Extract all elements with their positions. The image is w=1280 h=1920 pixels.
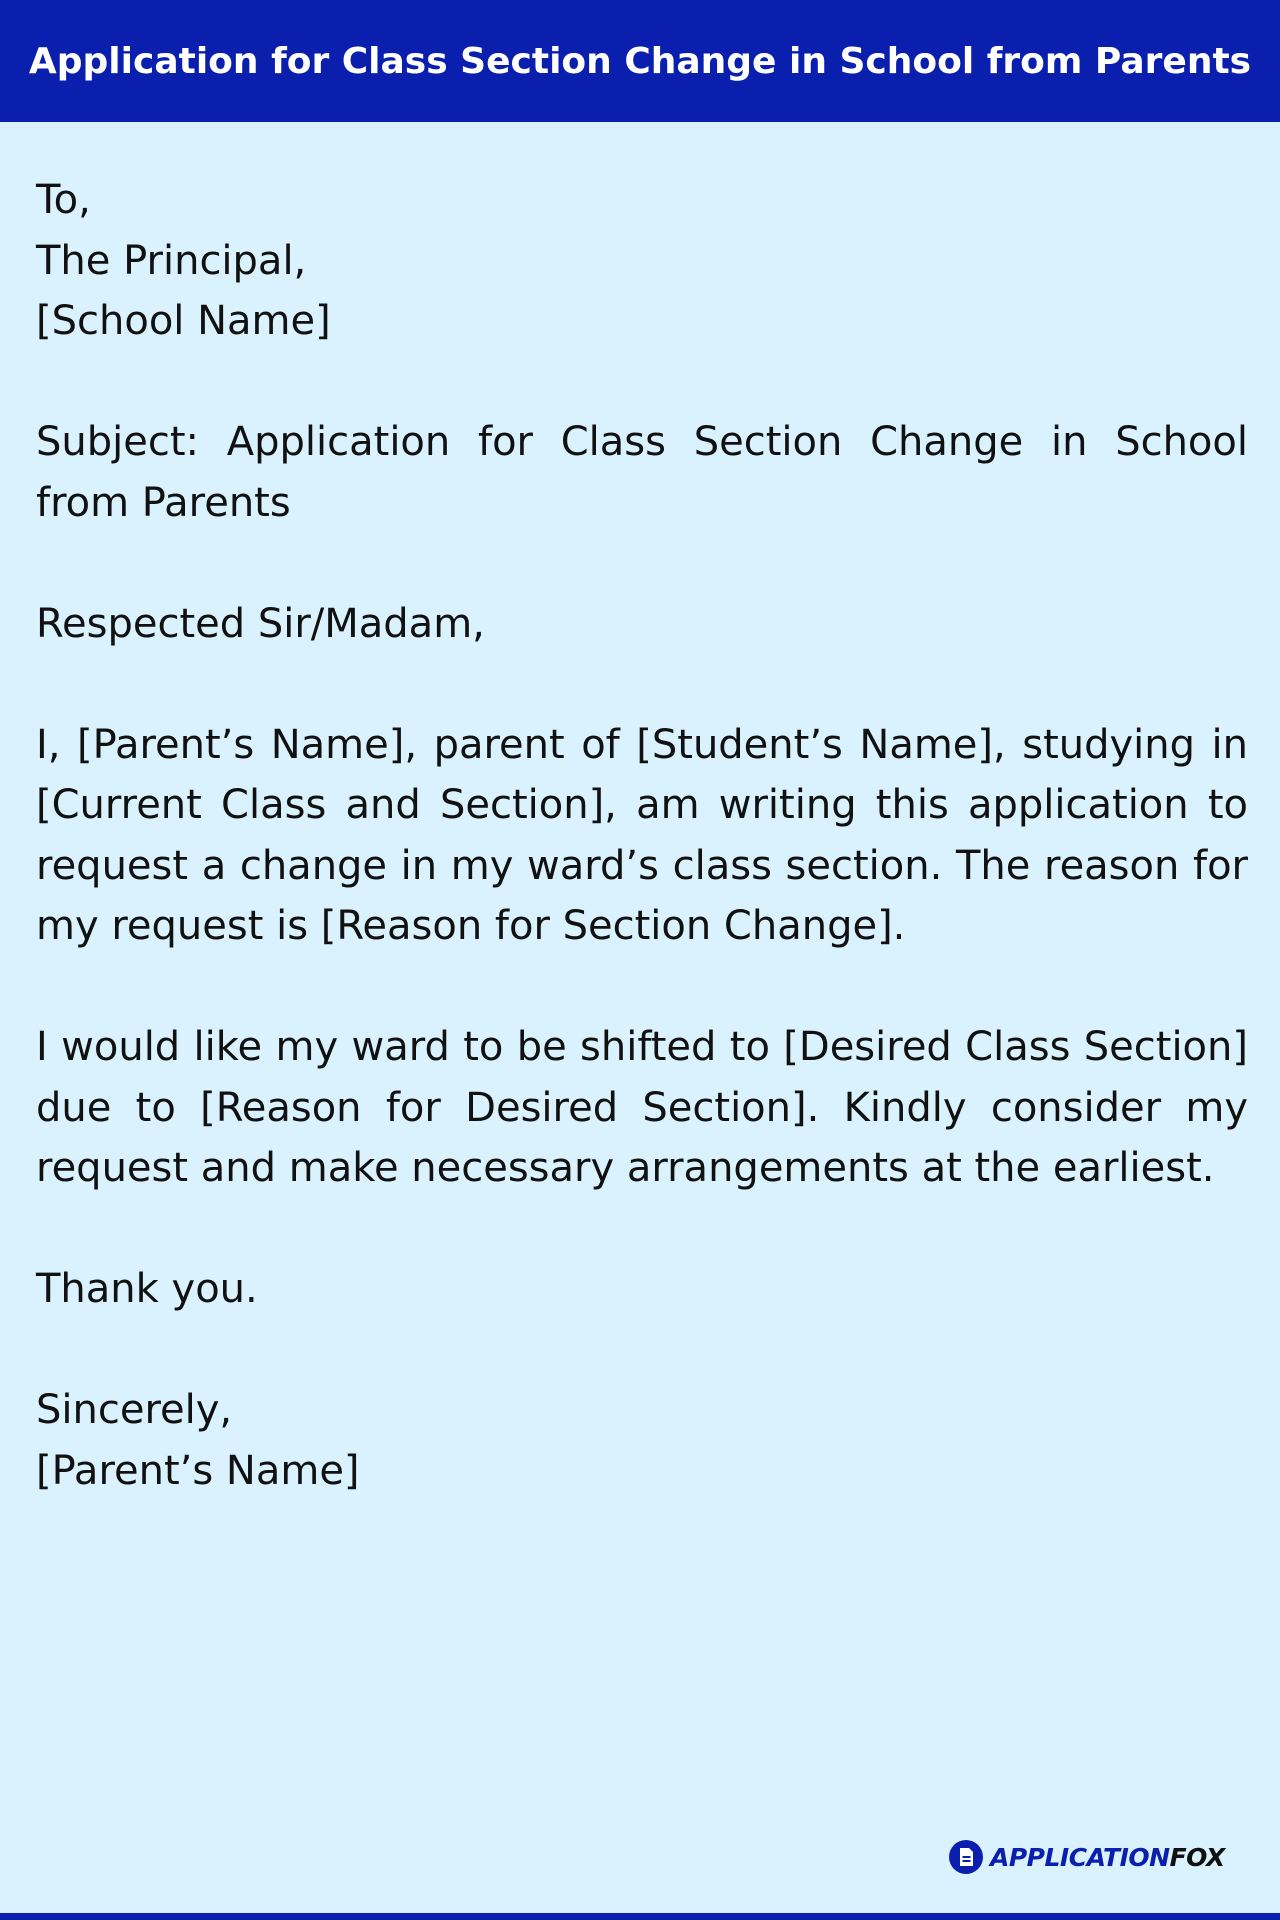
spacer bbox=[36, 654, 1248, 715]
footer-bar bbox=[0, 1913, 1280, 1920]
letter-school: [School Name] bbox=[36, 298, 331, 344]
spacer bbox=[36, 1320, 1248, 1381]
page-title: Application for Class Section Change in School from Parents bbox=[28, 40, 1252, 82]
letter-salutation: Respected Sir/Madam, bbox=[36, 600, 485, 647]
letter-body bbox=[36, 170, 1248, 1501]
letter-closing: Sincerely, bbox=[36, 1387, 233, 1433]
logo-text-fox: FOX bbox=[1169, 1842, 1225, 1872]
logo-text-application: APPLICATION bbox=[990, 1842, 1170, 1872]
letter-paragraph-1: I, [Parent’s Name], parent of [Student’s Name], studying in [Current Class and Section], am writing this application to request a change in my ward’s class section. The reason for my request is [Reason for Section Change]. bbox=[36, 721, 1248, 949]
header-banner bbox=[0, 0, 1280, 122]
letter-subject: Subject: Application for Class Section Change in School from Parents bbox=[36, 419, 1248, 526]
spacer bbox=[36, 352, 1248, 413]
applicationfox-logo bbox=[948, 1836, 1225, 1878]
letter-paragraph-2: I would like my ward to be shifted to [Desired Class Section] due to [Reason for Desired Section]. Kindly consider my request and make necessary arrangements at the earliest. bbox=[36, 1024, 1248, 1191]
spacer bbox=[36, 1199, 1248, 1260]
letter-to: To, bbox=[36, 177, 91, 223]
document-icon bbox=[948, 1839, 984, 1875]
letter-recipient: The Principal, bbox=[36, 237, 307, 284]
spacer bbox=[36, 533, 1248, 594]
spacer bbox=[36, 957, 1248, 1018]
letter-thanks: Thank you. bbox=[36, 1266, 258, 1312]
letter-signature: [Parent’s Name] bbox=[36, 1447, 360, 1494]
logo-text bbox=[990, 1843, 1225, 1872]
